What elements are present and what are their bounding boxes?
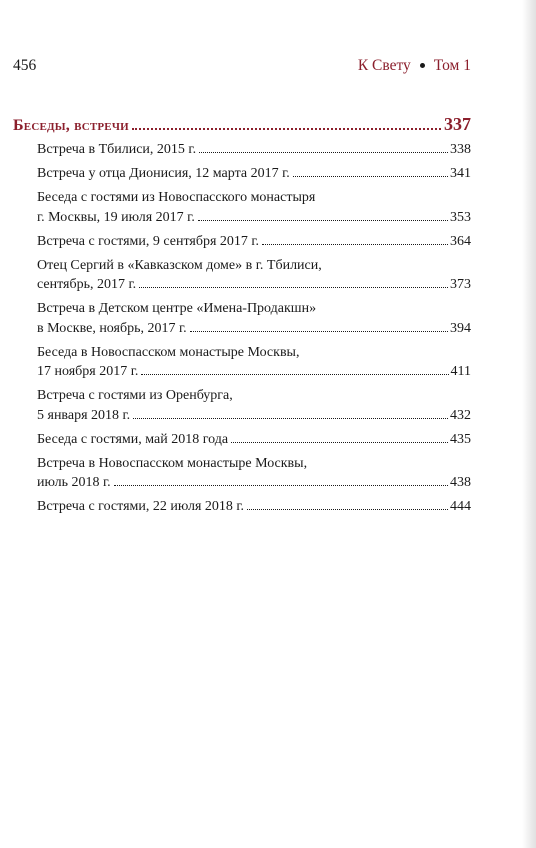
entry-title-line: Встреча в Тбилиси, 2015 г.	[37, 142, 197, 157]
dot-leader	[114, 485, 448, 486]
entry-page-number: 432	[450, 407, 471, 423]
entry-title-line: 17 ноября 2017 г.	[37, 364, 139, 379]
entry-page-number: 435	[450, 431, 471, 447]
toc-section-heading	[13, 113, 471, 137]
toc-entry	[13, 497, 471, 517]
entry-title-line: 5 января 2018 г.	[37, 407, 131, 423]
entry-last-line	[37, 164, 471, 184]
entry-last-line	[37, 275, 471, 295]
entry-title-line: Встреча в Детском центре «Имена-Продакшн»	[37, 301, 317, 316]
entry-page-number: 444	[450, 499, 471, 514]
entry-title-line: г. Москвы, 19 июля 2017 г.	[37, 209, 195, 225]
entry-title-line: сентябрь, 2017 г.	[37, 277, 137, 292]
dot-leader	[198, 220, 448, 221]
entry-page-number: 353	[450, 209, 471, 225]
toc-entries	[13, 140, 471, 517]
toc-entry	[13, 140, 471, 160]
toc-entry	[13, 343, 471, 382]
entry-title-line: Встреча с гостями из Оренбурга,	[37, 388, 233, 403]
entry-last-line	[37, 362, 471, 382]
entry-last-line	[37, 232, 471, 252]
running-header	[13, 57, 471, 79]
entry-last-line	[37, 319, 471, 339]
toc-entry	[13, 454, 471, 493]
dot-leader	[262, 244, 448, 245]
entry-page-number: 411	[450, 364, 471, 379]
toc-entry	[13, 299, 471, 338]
toc-entry	[13, 256, 471, 295]
dot-leader	[231, 442, 448, 443]
entry-page-number: 364	[450, 233, 471, 249]
section-title: Беседы, встречи	[13, 117, 129, 134]
entry-title-line: Встреча в Новоспасском монастыре Москвы,	[37, 455, 308, 471]
entry-last-line	[37, 473, 471, 493]
bullet-separator-icon	[420, 63, 425, 68]
entry-page-number: 438	[450, 475, 471, 490]
table-of-contents	[13, 113, 471, 521]
entry-title-line: Встреча с гостями, 9 сентября 2017 г.	[37, 233, 260, 249]
section-page-number: 337	[444, 114, 471, 134]
entry-last-line	[37, 140, 471, 160]
entry-last-line	[37, 208, 471, 228]
toc-entry	[13, 232, 471, 252]
volume-label: Том 1	[433, 57, 471, 74]
page-edge-shadow	[522, 0, 536, 848]
entry-page-number: 394	[450, 320, 471, 336]
entry-title-line: Беседа с гостями, май 2018 года	[37, 431, 229, 447]
entry-title-line: июль 2018 г.	[37, 475, 111, 490]
toc-entry	[13, 386, 471, 425]
toc-entry	[13, 164, 471, 184]
entry-page-number: 341	[450, 166, 471, 181]
entry-title-line: Встреча с гостями, 22 июля 2018 г.	[37, 499, 245, 514]
dot-leader	[199, 152, 448, 153]
entry-title-line: Встреча у отца Дионисия, 12 марта 2017 г.	[37, 166, 290, 181]
toc-entry	[13, 430, 471, 450]
running-title	[358, 57, 471, 75]
entry-page-number: 373	[450, 277, 471, 292]
entry-page-number: 338	[450, 142, 471, 157]
dot-leader	[247, 509, 448, 510]
entry-title-line: Беседа с гостями из Новоспасского монастыря	[37, 190, 316, 205]
entry-last-line	[37, 497, 471, 517]
dot-leader	[190, 331, 448, 332]
dot-leader	[139, 287, 448, 288]
dot-leader	[132, 128, 441, 130]
book-title: К Свету	[357, 57, 411, 74]
entry-title-line: в Москве, ноябрь, 2017 г.	[37, 320, 187, 336]
entry-last-line	[37, 430, 471, 450]
page-number: 456	[13, 57, 37, 74]
toc-entry	[13, 188, 471, 227]
dot-leader	[293, 176, 448, 177]
entry-title-line: Беседа в Новоспасском монастыре Москвы,	[37, 344, 300, 360]
dot-leader	[141, 374, 448, 375]
entry-last-line	[37, 406, 471, 426]
entry-title-line: Отец Сергий в «Кавказском доме» в г. Тбилиси,	[37, 257, 322, 273]
dot-leader	[133, 418, 448, 419]
